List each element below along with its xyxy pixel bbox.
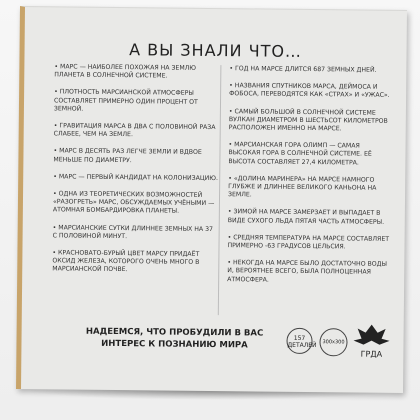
fact-item: • ГРАВИТАЦИЯ МАРСА В ДВА С ПОЛОВИНОЙ РАЗА СЛАБЕЕ, ЧЕМ НА ЗЕМЛЕ. [54, 122, 219, 140]
fact-item: • ГОД НА МАРСЕ ДЛИТСЯ 687 ЗЕМНЫХ ДНЕЙ. [229, 65, 394, 75]
fact-item: • МАРСИАНСКИЕ СУТКИ ДЛИННЕЕ ЗЕМНЫХ НА 37 С ПОЛОВИНОЙ МИНУТ. [53, 224, 218, 242]
fact-item: • СРЕДНЯЯ ТЕМПЕРАТУРА НА МАРСЕ СОСТАВЛЯЕТ ПРИМЕРНО -63 ГРАДУСОВ ЦЕЛЬСИЯ. [227, 234, 392, 252]
pieces-count-label: ДЕТАЛЕЙ [287, 341, 317, 350]
logo-text: ГРДА [360, 349, 383, 359]
footer-slogan: НАДЕЕМСЯ, ЧТО ПРОБУДИЛИ В ВАС ИНТЕРЕС К ПОЗНАНИЮ МИРА [85, 326, 264, 351]
fact-item: • ПЛОТНОСТЬ МАРСИАНСКОЙ АТМОСФЕРЫ СОСТАВЛЯЕТ ПРИМЕРНО ОДИН ПРОЦЕНТ ОТ ЗЕМНОЙ. [54, 89, 219, 115]
puzzle-box-back [16, 6, 407, 393]
facts-right-column [227, 65, 394, 295]
size-badge: 300x300 [319, 328, 347, 356]
fact-item: • САМЫЙ БОЛЬШОЙ В СОЛНЕЧНОЙ СИСТЕМЕ ВУЛКАН ДИАМЕТРОМ В ШЕСТЬСОТ КИЛОМЕТРОВ РАСПОЛОЖЕН ИМЕННО НА МАРСЕ. [229, 108, 394, 134]
fact-item: • МАРСИАНСКАЯ ГОРА ОЛИМП — САМАЯ ВЫСОКАЯ ГОРА В СОЛНЕЧНОЙ СИСТЕМЕ. ЕЁ ВЫСОТА СОСТАВЛЯЕТ 27,4 КИЛОМЕТРА. [228, 141, 393, 167]
fact-item: • КРАСНОВАТО-БУРЫЙ ЦВЕТ МАРСУ ПРИДАЁТ ОКСИД ЖЕЛЕЗА, КОТОРОГО ОЧЕНЬ МНОГО В МАРСИАНСКОЙ ПОЧВЕ. [52, 249, 217, 275]
fact-item: • «ДОЛИНА МАРИНЕРА» НА МАРСЕ НАМНОГО ГЛУБЖЕ И ДЛИННЕЕ ВЕЛИКОГО КАНЬОНА НА ЗЕМЛЕ. [228, 175, 393, 201]
box-title: А ВЫ ЗНАЛИ ЧТО… [129, 40, 303, 61]
fact-item: • НЕКОГДА НА МАРСЕ БЫЛО ДОСТАТОЧНО ВОДЫ И, ВЕРОЯТНЕЕ ВСЕГО, БЫЛА ПОЛНОЦЕННАЯ АТМОСФЕРА. [227, 259, 392, 285]
brand-logo-icon [351, 322, 391, 360]
fact-item: • ОДНА ИЗ ТЕОРЕТИЧЕСКИХ ВОЗМОЖНОСТЕЙ «РАЗОГРЕТЬ» МАРС, ОБСУЖДАЕМЫХ УЧЁНЫМИ — АТОМНАЯ БОМБАРДИРОВКА ПЛАНЕТЫ. [53, 190, 218, 216]
fact-item: • МАРС — ПЕРВЫЙ КАНДИДАТ НА КОЛОНИЗАЦИЮ. [53, 173, 218, 183]
pieces-count-number: 157 [293, 334, 306, 342]
fact-item: • МАРС В ДЕСЯТЬ РАЗ ЛЕГЧЕ ЗЕМЛИ И ВДВОЕ МЕНЬШЕ ПО ДИАМЕТРУ. [53, 148, 218, 166]
fact-item: • НАЗВАНИЯ СПУТНИКОВ МАРСА, ДЕЙМОСА И ФОБОСА, ПЕРЕВОДЯТСЯ КАК «СТРАХ» И «УЖАС». [229, 82, 394, 100]
pieces-count-badge [286, 328, 317, 354]
facts-left-column [52, 63, 219, 284]
fact-item: • МАРС — НАИБОЛЕЕ ПОХОЖАЯ НА ЗЕМЛЮ ПЛАНЕТА В СОЛНЕЧНОЙ СИСТЕМЕ. [54, 63, 219, 81]
fact-item: • ЗИМОЙ НА МАРСЕ ЗАМЕРЗАЕТ И ВЫПАДАЕТ В ВИДЕ СУХОГО ЛЬДА ПЯТАЯ ЧАСТЬ АТМОСФЕРЫ. [228, 209, 393, 227]
